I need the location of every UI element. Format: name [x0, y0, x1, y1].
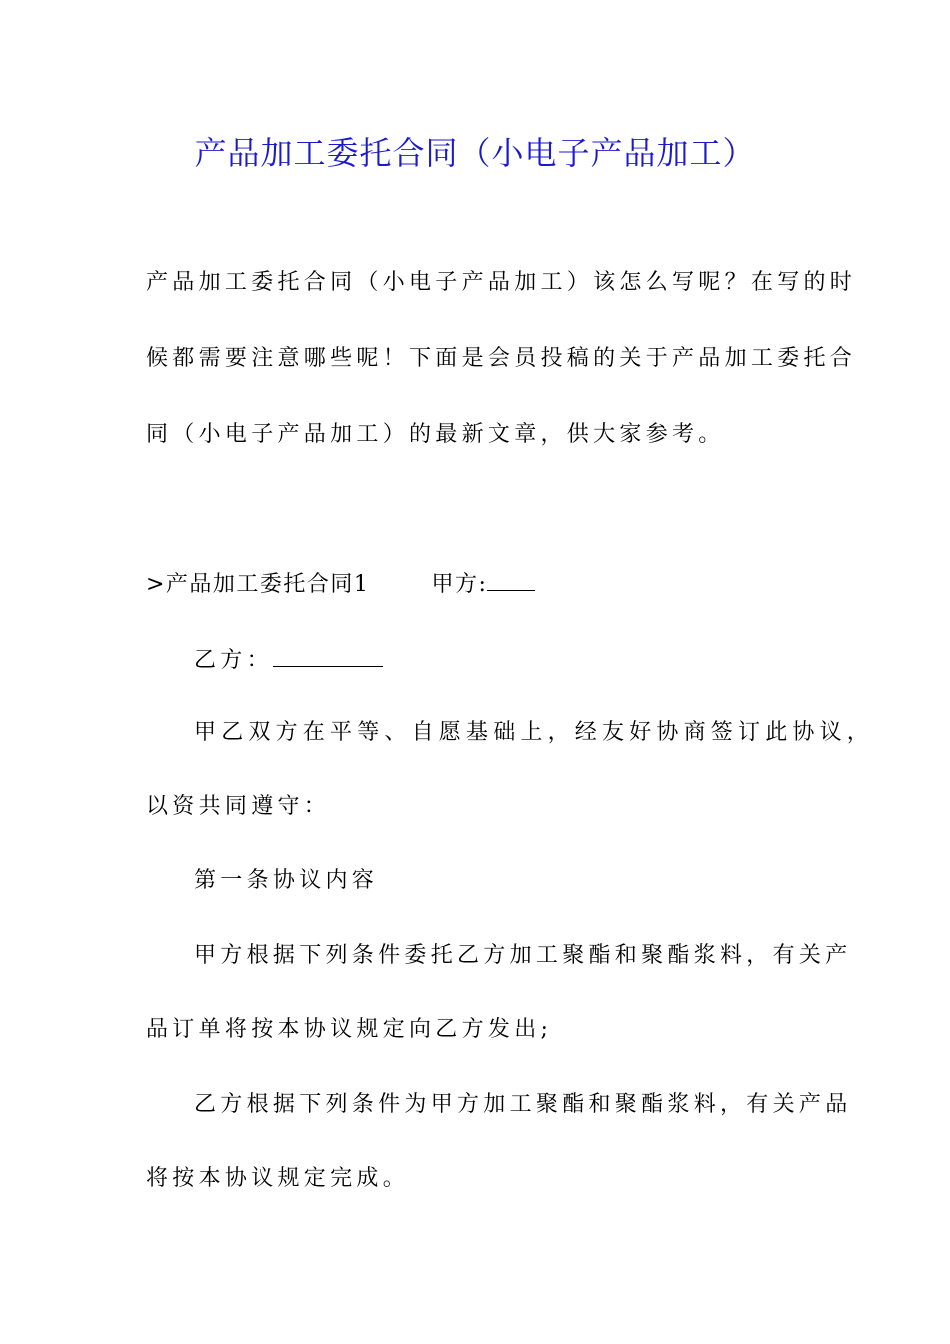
paragraph-line-1: 甲乙双方在平等、自愿基础上，经友好协商签订此协议， [194, 720, 875, 745]
intro-line-3: 同（小电子产品加工）的最新文章，供大家参考。 [146, 422, 725, 447]
paragraph-line-5: 品订单将按本协议规定向乙方发出; [146, 1017, 553, 1042]
paragraph-line-2: 以资共同遵守： [146, 794, 331, 819]
paragraph-line-6: 乙方根据下列条件为甲方加工聚酯和聚酯浆料，有关产品 [194, 1092, 852, 1117]
party-a-label: 甲方: [431, 572, 488, 597]
intro-line-2: 候都需要注意哪些呢！下面是会员投稿的关于产品加工委托合 [146, 346, 857, 371]
contract-heading: >产品加工委托合同1 [146, 572, 370, 597]
intro-line-1: 产品加工委托合同（小电子产品加工）该怎么写呢？在写的时 [146, 270, 857, 295]
party-b-blank [273, 644, 383, 667]
paragraph-line-4: 甲方根据下列条件委托乙方加工聚酯和聚酯浆料，有关产 [194, 943, 852, 968]
article-one-heading: 第一条协议内容 [194, 868, 379, 893]
contract-heading-line [146, 568, 535, 600]
document-title: 产品加工委托合同（小电子产品加工） [194, 134, 756, 172]
paragraph-line-7: 将按本协议规定完成。 [146, 1166, 410, 1191]
party-a-blank [487, 568, 535, 591]
party-b-label: 乙方： [194, 648, 273, 673]
party-b-line [194, 644, 383, 676]
